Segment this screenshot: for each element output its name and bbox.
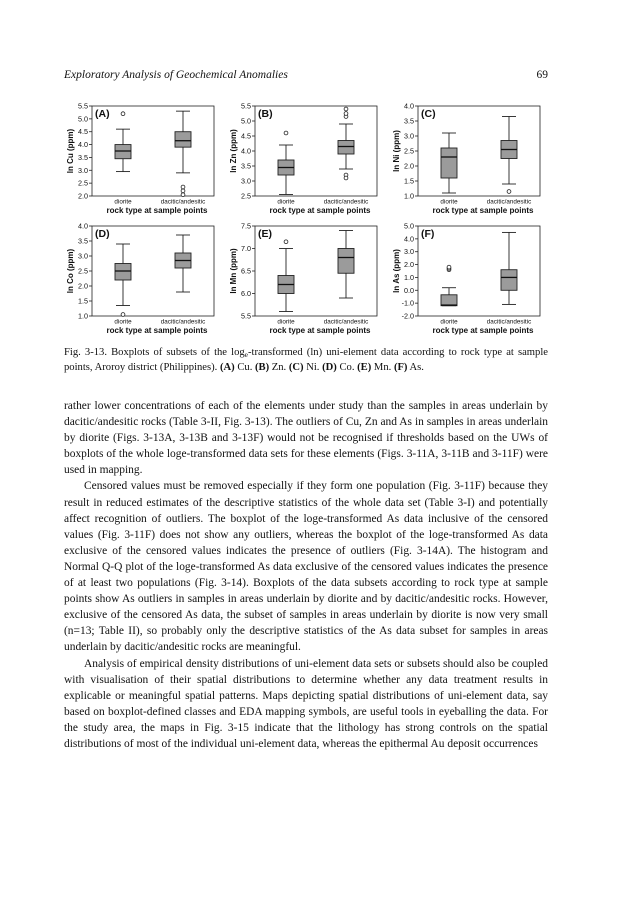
category-label: diorite — [114, 318, 132, 326]
panel-label: (D) — [95, 228, 110, 240]
category-label: dacitic/andesitic — [160, 318, 206, 326]
category-label: dacitic/andesitic — [323, 198, 369, 206]
figure-caption — [64, 345, 548, 375]
category-label: diorite — [440, 318, 458, 326]
page-number: 69 — [536, 69, 548, 81]
caption-text-2: -transformed (ln) uni-element data according to rock type at sample points, Aroroy district (Philippines). — [64, 347, 548, 373]
y-tick-label: 3.0 — [404, 247, 414, 257]
paragraph-3: Analysis of empirical density distributions of uni-element data sets or subsets should also be coupled with visualisation of their spatial distributions to determine whether any data treatment results in explicable or meaningful spatial patterns. Maps depicting spatial distributions of uni-element data, say based on boxplot-defined classes and EDA mapping symbols, are useful tools in eyeballing the data. For the study area, the maps in Fig. 3-15 indicate that the lithology has strong controls on the spatial distributions of most of the individual uni-element data, whereas the epithermal Au deposit occurrences — [64, 657, 548, 750]
y-tick-label: 2.0 — [78, 281, 88, 291]
y-tick-label: 6.5 — [241, 266, 251, 276]
y-tick-label: 5.5 — [241, 101, 251, 111]
plot-frame — [418, 106, 540, 196]
outlier-point — [284, 131, 288, 135]
category-label: dacitic/andesitic — [323, 318, 369, 326]
caption-zn: Zn. — [269, 362, 289, 373]
y-tick-label: 3.0 — [78, 251, 88, 261]
plot-frame — [92, 106, 214, 196]
y-tick-label: 4.0 — [78, 140, 88, 150]
plot-frame — [255, 226, 377, 316]
box-iqr — [441, 295, 457, 306]
caption-text-1: Fig. 3-13. Boxplots of subsets of the log — [64, 347, 245, 358]
y-tick-label: 3.5 — [404, 116, 414, 126]
y-tick-label: 7.5 — [241, 221, 251, 231]
y-tick-label: 4.5 — [78, 127, 88, 137]
caption-label-c: (C) — [288, 362, 304, 373]
caption-ni: Ni. — [303, 362, 323, 373]
caption-label-b: (B) — [255, 362, 270, 373]
boxplot-panel-5 — [229, 222, 377, 336]
plot-frame — [255, 106, 377, 196]
category-label: dacitic/andesitic — [160, 198, 206, 206]
panel-label: (E) — [258, 228, 272, 240]
outlier-point — [181, 185, 185, 189]
boxplot-panel-2 — [229, 102, 377, 216]
boxplot-panel-4 — [66, 222, 214, 336]
y-tick-label: 5.5 — [241, 311, 251, 321]
y-axis-label: ln Cu (ppm) — [66, 128, 75, 174]
outlier-point — [121, 112, 125, 116]
body-text — [64, 398, 548, 752]
y-tick-label: 0.0 — [404, 285, 414, 295]
y-tick-label: 1.5 — [78, 296, 88, 306]
x-axis-label: rock type at sample points — [432, 206, 534, 215]
box-iqr — [338, 141, 354, 155]
box-iqr — [501, 270, 517, 291]
y-tick-label: 3.0 — [241, 176, 251, 186]
caption-mn: Mn. — [371, 362, 394, 373]
y-axis-label: ln Co (ppm) — [66, 248, 75, 294]
caption-label-d: (D) — [322, 362, 337, 373]
y-tick-label: 4.0 — [404, 234, 414, 244]
y-tick-label: 2.0 — [78, 191, 88, 201]
y-tick-label: 4.0 — [78, 221, 88, 231]
outlier-point — [344, 176, 348, 180]
plot-frame — [418, 226, 540, 316]
y-tick-label: 2.5 — [78, 178, 88, 188]
outlier-point — [507, 190, 511, 194]
boxplot-figure — [60, 100, 550, 340]
running-title: Exploratory Analysis of Geochemical Anomalies — [64, 69, 288, 81]
y-tick-label: -1.0 — [401, 298, 414, 308]
y-tick-label: 2.5 — [78, 266, 88, 276]
y-axis-label: ln Mn (ppm) — [229, 248, 238, 294]
caption-label-e: (E) — [357, 362, 372, 373]
y-axis-label: ln As (ppm) — [392, 249, 401, 293]
panel-label: (A) — [95, 108, 110, 120]
outlier-point — [181, 189, 185, 193]
y-tick-label: 3.5 — [78, 236, 88, 246]
box-iqr — [175, 132, 191, 147]
outlier-point — [121, 313, 125, 317]
plot-frame — [92, 226, 214, 316]
y-tick-label: 1.0 — [78, 311, 88, 321]
y-tick-label: 3.0 — [404, 131, 414, 141]
y-tick-label: 1.0 — [404, 272, 414, 282]
y-tick-label: 3.5 — [78, 152, 88, 162]
x-axis-label: rock type at sample points — [106, 206, 208, 215]
y-tick-label: 2.0 — [404, 161, 414, 171]
outlier-point — [181, 193, 185, 197]
x-axis-label: rock type at sample points — [269, 326, 371, 335]
y-tick-label: 4.0 — [404, 101, 414, 111]
x-axis-label: rock type at sample points — [269, 206, 371, 215]
caption-label-a: (A) — [219, 362, 235, 373]
category-label: dacitic/andesitic — [486, 198, 532, 206]
y-tick-label: 5.0 — [404, 221, 414, 231]
caption-label-f: (F) — [393, 362, 408, 373]
page-header — [64, 69, 548, 85]
caption-co: Co. — [336, 362, 358, 373]
boxplot-panel-1 — [66, 102, 214, 216]
y-tick-label: 4.5 — [241, 131, 251, 141]
y-tick-label: 6.0 — [241, 289, 251, 298]
y-tick-label: 4.0 — [241, 146, 251, 156]
caption-cu: Cu. — [234, 362, 255, 373]
y-tick-label: 2.5 — [241, 191, 251, 201]
y-tick-label: 5.5 — [78, 101, 88, 111]
category-label: diorite — [440, 198, 458, 206]
panel-label: (C) — [421, 108, 436, 120]
y-axis-label: ln Ni (ppm) — [392, 130, 401, 172]
x-axis-label: rock type at sample points — [432, 326, 534, 335]
category-label: diorite — [277, 318, 295, 326]
category-label: diorite — [277, 198, 295, 206]
category-label: dacitic/andesitic — [486, 318, 532, 326]
box-iqr — [441, 148, 457, 178]
y-tick-label: 3.0 — [78, 165, 88, 175]
panel-label: (F) — [421, 228, 435, 240]
outlier-point — [344, 112, 348, 116]
y-tick-label: 3.5 — [241, 161, 251, 171]
boxplot-panel-6 — [392, 222, 540, 336]
category-label: diorite — [114, 198, 132, 206]
paragraph-1: rather lower concentrations of each of the elements under study than the samples in areas underlain by dacitic/andesitic rocks (Table 3-II, Fig. 3-13). The outliers of Cu, Zn and As in samples in areas underlain by diorite (Figs. 3-13A, 3-13B and 3-13F) would not be recognised if thresholds based on the UWs of boxplots of the whole loge-transformed data sets for these elements (Figs. 3-11A, 3-11B and 3-11F) were used in mapping. — [64, 400, 548, 477]
x-axis-label: rock type at sample points — [106, 326, 208, 335]
y-tick-label: 2.0 — [404, 260, 414, 270]
caption-subscript: e — [244, 350, 248, 359]
y-tick-label: -2.0 — [401, 311, 414, 321]
y-tick-label: 5.0 — [78, 114, 88, 124]
boxplot-panel-3 — [392, 102, 540, 216]
box-iqr — [338, 249, 354, 274]
outlier-point — [447, 265, 451, 269]
y-tick-label: 7.0 — [241, 244, 251, 253]
y-tick-label: 1.5 — [404, 176, 414, 186]
y-tick-label: 1.0 — [404, 191, 414, 201]
paragraph-2: Censored values must be removed especially if they form one population (Fig. 3-11F) because they result in reduced estimates of the descriptive statistics of the whole data set (Table 3-I) and potentially affect recognition of outliers. The boxplot of the loge-transformed As data inclusive of the censored values (Fig. 3-11F) does not show any outliers, whereas the boxplot of the loge-transformed As data exclusive of the censored values indicates the presence of outliers (Fig. 3-14A). The histogram and Normal Q-Q plot of the loge-transformed As data exclusive of the censored values indicates the presence of at least two populations (Fig. 3-14). Boxplots of the data subsets according to rock type at sample points show As outliers in samples in areas underlain by diorite and by dacitic/andesitic rocks. However, exclusive of the censored As data, the subset of samples in areas underlain by diorite is now very small (n=13; Table II), so probably only the descriptive statistics of the As data subset for samples in areas underlain by dacitic/andesitic rocks are meaningful. — [64, 480, 548, 654]
outlier-point — [344, 107, 348, 111]
box-iqr — [115, 264, 131, 281]
y-tick-label: 5.0 — [241, 116, 251, 126]
outlier-point — [284, 240, 288, 244]
y-axis-label: ln Zn (ppm) — [229, 129, 238, 173]
y-tick-label: 2.5 — [404, 146, 414, 156]
caption-as: As. — [407, 362, 424, 373]
panel-label: (B) — [258, 108, 273, 120]
